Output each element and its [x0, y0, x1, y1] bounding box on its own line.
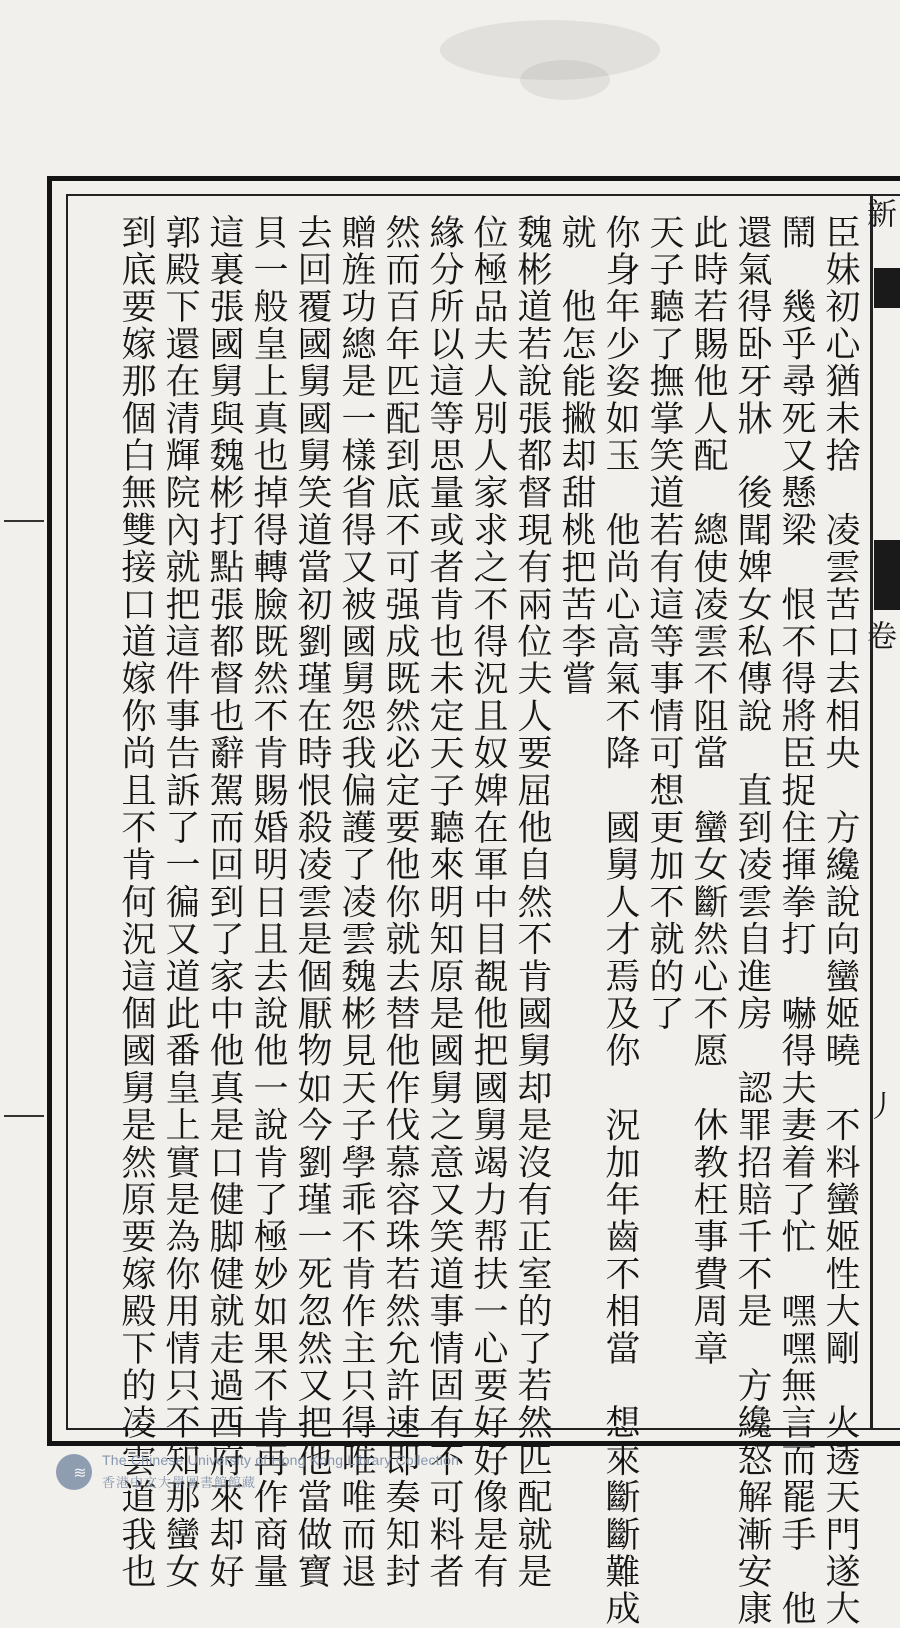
text-column: 你身年少姿如玉 他尚心高氣不降 國舅人才焉及你 況加年齒不相當 想來斷斷難成 — [600, 214, 640, 1628]
text-column: 就 他怎能撇却甜桃把苦李嘗 — [556, 214, 596, 698]
text-column: 鬧 幾乎尋死又懸梁 恨不得將臣捉住揮拳打 嚇得夫妻着了忙 嘿嘿無言而罷手 他 — [776, 214, 816, 1628]
text-column: 贈旌功總是一樣省得又被國舅怨我偏護了凌雲魏彬見天子學乖不肯作主只得唯唯而退 — [336, 214, 376, 1591]
paper-smudge — [520, 60, 610, 100]
collection-watermark — [50, 1452, 570, 1494]
logo-glyph: ≋ — [73, 1463, 87, 1482]
text-column: 然而百年匹配到底不可强成既然必定要他你就去替他作伐慕容珠若然允許速即奏知封 — [380, 214, 420, 1591]
text-column: 這裏張國舅與魏彬打點張都督也辭駕而回到了家中他真是口健脚健就走過西府來却好 — [204, 214, 244, 1591]
text-column: 魏彬道若說張都督現有兩位夫人要屈他自然不肯國舅却是沒有正室的了若然匹配就是 — [512, 214, 552, 1591]
collection-credit-en: The Chinese University of Hong Kong Library Collection — [102, 1452, 460, 1468]
edge-ink-block — [874, 540, 900, 610]
edge-ink-block — [874, 268, 900, 308]
edge-char-top: 新 — [861, 198, 896, 228]
text-column: 位極品夫人別人家求之不得況且奴婢在軍中目覩他把國舅竭力帮扶一心要好好像是有 — [468, 214, 508, 1591]
collection-credit-zh: 香港中文大學圖書館館藏 — [102, 1476, 257, 1491]
edge-char-middle: 卷 — [861, 620, 896, 650]
text-column: 去回覆國舅國舅笑道當初劉瑾在時恨殺凌雲是個厭物如今劉瑾一死忽然又把他當做寶 — [292, 214, 332, 1591]
text-column: 天子聽了撫掌笑道若有這等事情可想更加不就的了 — [644, 214, 684, 1033]
text-column: 到底要嫁那個白無雙接口道嫁你尚且不肯何況這個國舅是然原要嫁殿下的凌雲道我也 — [116, 214, 156, 1591]
margin-tick — [4, 1115, 44, 1117]
text-column: 還氣得卧牙牀 後聞婢女私傳說 直到凌雲自進房 認罪招賠千不是 方纔怒解漸安康 — [732, 214, 772, 1628]
text-column: 緣分所以這等思量或者肯也未定天子聽來明知原是國舅之意又笑道事情固有不可料者 — [424, 214, 464, 1591]
edge-rule — [870, 194, 873, 1430]
library-logo-icon — [56, 1454, 92, 1490]
text-column: 此時若賜他人配 總使凌雲不阻當 蠻女斷然心不愿 休教枉事費周章 — [688, 214, 728, 1368]
margin-tick — [4, 520, 44, 522]
text-column: 貝一般皇上真也掉得轉臉既然不肯賜婚明日且去說他一說肯了極妙如果不肯再作商量 — [248, 214, 288, 1591]
text-column: 郭殿下還在清輝院內就把這件事告訴了一徧又道此番皇上實是為你用情只不知那蠻女 — [160, 214, 200, 1591]
text-column: 臣妹初心猶未捨 凌雲苦口去相央 方纔說向蠻姬曉 不料蠻姬性大剛 火透天門遂大 — [820, 214, 860, 1628]
edge-mark: 丿 — [861, 1090, 896, 1120]
